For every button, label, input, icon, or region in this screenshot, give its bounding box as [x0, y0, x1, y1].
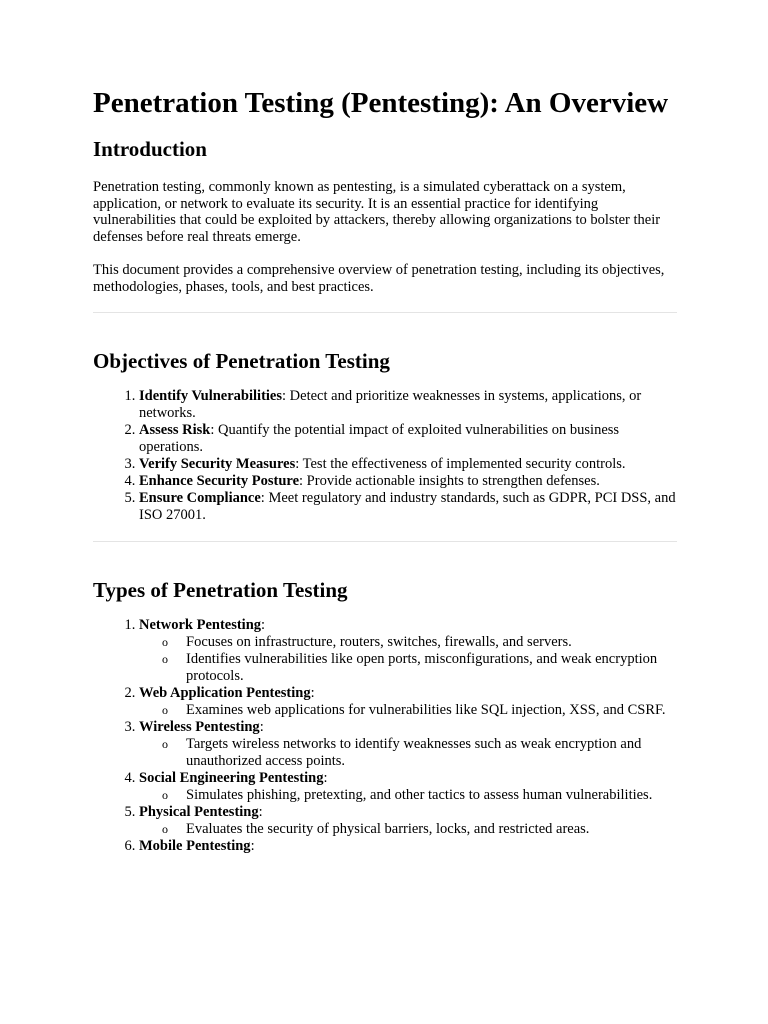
objective-item [139, 422, 677, 456]
bullet-icon: o [162, 703, 168, 717]
sub-item [162, 702, 677, 719]
type-colon: : [258, 804, 263, 820]
objective-term: Ensure Compliance [139, 490, 261, 506]
sub-item-text: Simulates phishing, pretexting, and other tactics to assess human vulnerabilities. [186, 787, 653, 803]
document-page [93, 86, 677, 855]
bullet-icon: o [162, 652, 168, 666]
sub-item [162, 787, 677, 804]
objective-item [139, 473, 677, 490]
introduction-heading: Introduction [93, 137, 207, 161]
sub-item-text: Examines web applications for vulnerabilities like SQL injection, XSS, and CSRF. [186, 702, 666, 718]
objective-term: Identify Vulnerabilities [139, 388, 283, 404]
bullet-icon: o [162, 822, 168, 836]
objective-desc: : Provide actionable insights to strengthen defenses. [299, 473, 600, 489]
types-heading: Types of Penetration Testing [93, 578, 348, 602]
type-sublist [139, 634, 677, 685]
objective-item [139, 388, 677, 422]
objective-item [139, 490, 677, 524]
type-item [139, 719, 677, 770]
objective-desc: : Detect and prioritize weaknesses in systems, applications, or networks. [139, 388, 642, 421]
type-sublist [139, 702, 677, 719]
type-colon: : [261, 617, 266, 633]
objective-desc: : Test the effectiveness of implemented security controls. [295, 456, 626, 472]
types-list [93, 617, 677, 855]
type-item [139, 804, 677, 838]
objective-term: Enhance Security Posture [139, 473, 300, 489]
bullet-icon: o [162, 788, 168, 802]
objective-term: Verify Security Measures [139, 456, 296, 472]
type-term: Physical Pentesting [139, 804, 259, 820]
sub-item [162, 634, 677, 651]
type-item [139, 685, 677, 719]
objective-desc: : Meet regulatory and industry standards, such as GDPR, PCI DSS, and ISO 27001. [139, 490, 676, 523]
sub-item [162, 651, 677, 685]
type-term: Mobile Pentesting [139, 838, 251, 854]
objectives-heading: Objectives of Penetration Testing [93, 349, 390, 373]
type-term: Social Engineering Pentesting [139, 770, 324, 786]
sub-item-text: Targets wireless networks to identify weaknesses such as weak encryption and unauthorized access points. [186, 736, 642, 769]
sub-item [162, 821, 677, 838]
type-item [139, 838, 677, 855]
type-sublist [139, 736, 677, 770]
intro-paragraph-1: Penetration testing, commonly known as pentesting, is a simulated cyberattack on a system, application, or network to evaluate its security. It is an essential practice for identifying vulnerabilities that could be exploited by attackers, thereby allowing organizations to bolster their defenses before real threats emerge. [93, 179, 661, 245]
sub-item [162, 736, 677, 770]
type-colon: : [323, 770, 328, 786]
sub-item-text: Focuses on infrastructure, routers, switches, firewalls, and servers. [186, 634, 572, 650]
bullet-icon: o [162, 635, 168, 649]
type-item [139, 617, 677, 685]
objectives-list [93, 388, 677, 524]
section-divider [93, 312, 677, 313]
objective-term: Assess Risk [139, 422, 211, 438]
section-divider [93, 541, 677, 542]
type-term: Web Application Pentesting [139, 685, 311, 701]
sub-item-text: Evaluates the security of physical barriers, locks, and restricted areas. [186, 821, 590, 837]
type-colon: : [250, 838, 255, 854]
type-sublist [139, 787, 677, 804]
intro-paragraph-2: This document provides a comprehensive overview of penetration testing, including its objectives, methodologies, phases, tools, and best practices. [93, 262, 665, 295]
type-item [139, 770, 677, 804]
type-colon: : [259, 719, 264, 735]
type-colon: : [310, 685, 315, 701]
objective-item [139, 456, 677, 473]
type-term: Network Pentesting [139, 617, 262, 633]
sub-item-text: Identifies vulnerabilities like open ports, misconfigurations, and weak encryption protocols. [186, 651, 658, 684]
type-sublist [139, 821, 677, 838]
objective-desc: : Quantify the potential impact of exploited vulnerabilities on business operations. [139, 422, 620, 455]
type-term: Wireless Pentesting [139, 719, 260, 735]
page-title: Penetration Testing (Pentesting): An Overview [93, 87, 669, 119]
bullet-icon: o [162, 737, 168, 751]
